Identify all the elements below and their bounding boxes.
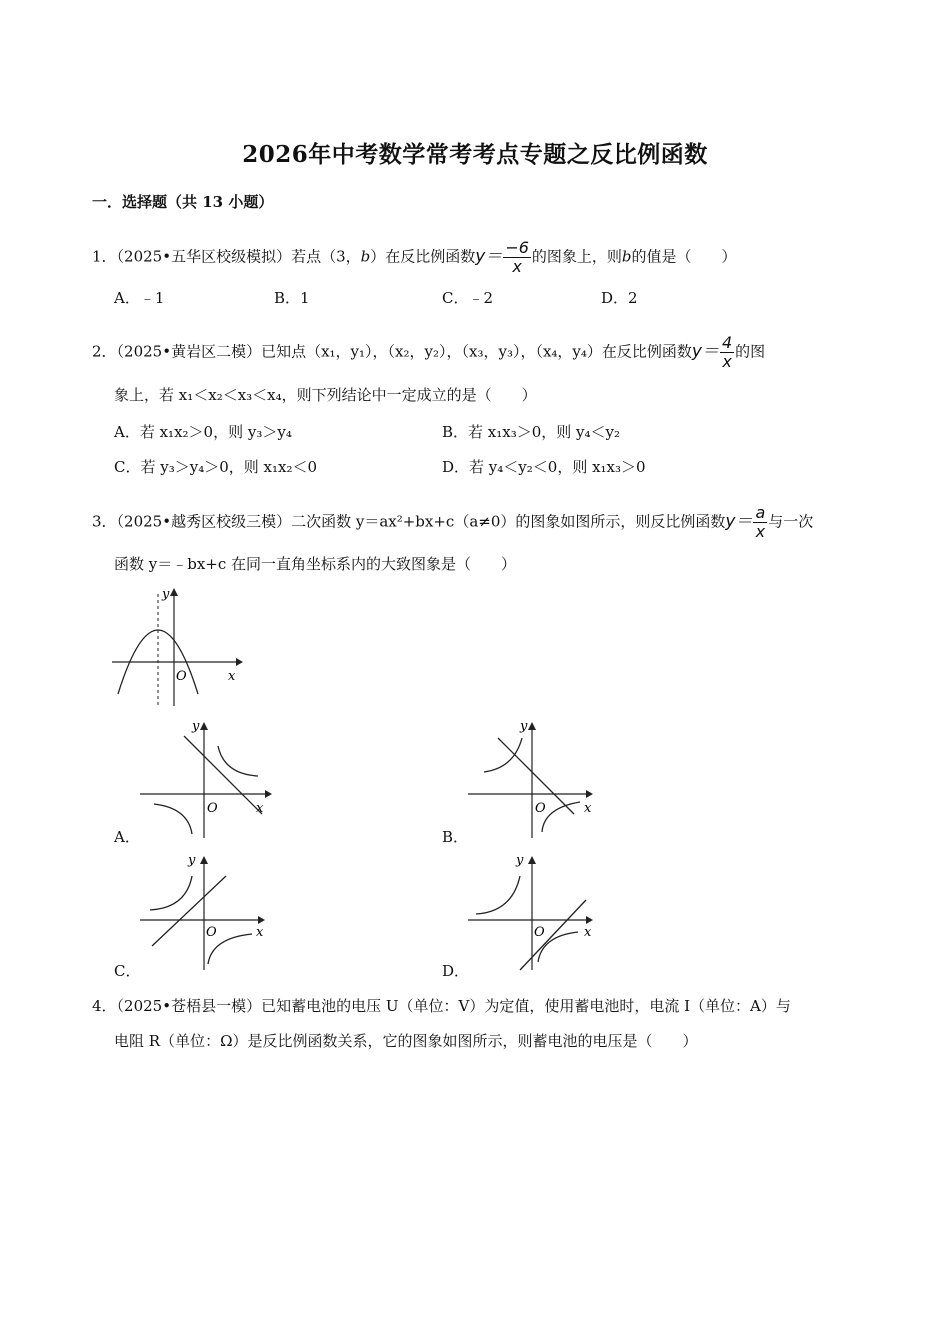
q3-option-a[interactable]: A．: [114, 828, 140, 846]
q1-option-d[interactable]: D．2: [601, 289, 638, 307]
q1-option-a[interactable]: A．﹣1: [114, 289, 165, 307]
q2-text: 的图: [735, 342, 766, 361]
q3-number: 3．: [92, 512, 117, 531]
q4-text: 已知蓄电池的电压 U（单位：V）为定值，使用蓄电池时，电流 I（单位：A）与: [261, 997, 791, 1015]
axis-x-label: x: [584, 925, 592, 940]
q3-option-b[interactable]: B．: [442, 828, 469, 846]
q3-text: 与一次: [768, 512, 814, 531]
q3-axis-y-label: y: [162, 587, 170, 602]
q3-option-c[interactable]: C．: [114, 962, 141, 980]
axis-x-label: x: [256, 925, 264, 940]
q2-source: （2025•黄岩区二模）: [116, 342, 262, 361]
q3-origin-label: O: [176, 669, 187, 684]
q1-fraction: [503, 239, 531, 276]
q1-text: 若点（3，: [291, 247, 361, 266]
question-4: [92, 995, 791, 1017]
q2-text: 已知点（x₁，y₁），（x₂，y₂），（x₃，y₃），（x₄，y₄）在反比例函数: [261, 342, 692, 361]
q2-number: 2．: [92, 342, 117, 361]
axis-y-label: y: [188, 853, 196, 868]
origin-label: O: [535, 801, 546, 816]
q1-source: （2025•五华区校级模拟）: [116, 247, 292, 266]
q4-number: 4．: [92, 997, 117, 1015]
q1-option-b[interactable]: B．1: [274, 289, 310, 307]
q2-fraction: [720, 334, 734, 371]
q3-parabola-figure: [110, 584, 245, 708]
q2-option-b[interactable]: B．若 x₁x₃＞0，则 y₄＜y₂: [442, 423, 621, 441]
q1-denominator: x: [512, 257, 522, 276]
q3-denominator: x: [755, 522, 766, 541]
q3-graph-a[interactable]: [140, 716, 275, 841]
question-3: [92, 504, 813, 541]
axis-x-label: x: [584, 801, 592, 816]
q3-axis-x-label: x: [228, 669, 236, 684]
q1-var-b: b: [360, 247, 371, 266]
q3-graph-b[interactable]: [468, 716, 603, 841]
q1-text: 的图象上，则: [531, 247, 622, 266]
question-2: [92, 334, 765, 371]
q2-numerator: 4: [721, 333, 733, 352]
section-heading: 一．选择题（共 13 小题）: [92, 193, 274, 211]
origin-label: O: [207, 801, 218, 816]
q2-option-d[interactable]: D．若 y₄＜y₂＜0，则 x₁x₃＞0: [442, 458, 646, 476]
axis-x-label: x: [256, 801, 264, 816]
origin-label: O: [534, 925, 545, 940]
q3-graph-c[interactable]: [140, 850, 275, 974]
q1-option-c[interactable]: C．﹣2: [442, 289, 494, 307]
q4-line2: 电阻 R（单位：Ω）是反比例函数关系，它的图象如图所示，则蓄电池的电压是（ ）: [114, 1032, 698, 1050]
q2-eq-y: y＝: [691, 341, 719, 362]
origin-label: O: [206, 925, 217, 940]
axis-y-label: y: [520, 719, 528, 734]
q3-source: （2025•越秀区校级三模）: [116, 512, 292, 531]
q4-source: （2025•苍梧县一模）: [116, 997, 262, 1015]
q3-line2: 函数 y＝﹣bx+c 在同一直角坐标系内的大致图象是（ ）: [114, 555, 517, 573]
q2-option-a[interactable]: A．若 x₁x₂＞0，则 y₃＞y₄: [114, 423, 292, 441]
q2-line2: 象上，若 x₁＜x₂＜x₃＜x₄，则下列结论中一定成立的是（ ）: [114, 386, 537, 404]
q1-var-b: b: [621, 247, 632, 266]
q2-option-c[interactable]: C．若 y₃＞y₄＞0，则 x₁x₂＜0: [114, 458, 318, 476]
q3-eq-y: y＝: [725, 511, 753, 532]
question-1: [92, 239, 737, 276]
q2-denominator: x: [722, 352, 732, 371]
axis-y-label: y: [516, 853, 524, 868]
page-title: 2026年中考数学常考考点专题之反比例函数: [242, 141, 708, 168]
q3-graph-d[interactable]: [468, 850, 603, 974]
q1-text: ）在反比例函数: [370, 247, 476, 266]
q3-fraction: [753, 504, 767, 541]
q1-numerator: −6: [505, 238, 529, 257]
q1-number: 1．: [92, 247, 117, 266]
q1-eq-y: y＝: [475, 246, 503, 267]
q3-text: 二次函数 y＝ax²+bx+c（a≠0）的图象如图所示，则反比例函数: [291, 512, 726, 531]
q3-numerator: a: [755, 503, 766, 522]
q1-text: 的值是（ ）: [631, 247, 737, 266]
axis-y-label: y: [192, 719, 200, 734]
q3-option-d[interactable]: D．: [442, 962, 470, 980]
